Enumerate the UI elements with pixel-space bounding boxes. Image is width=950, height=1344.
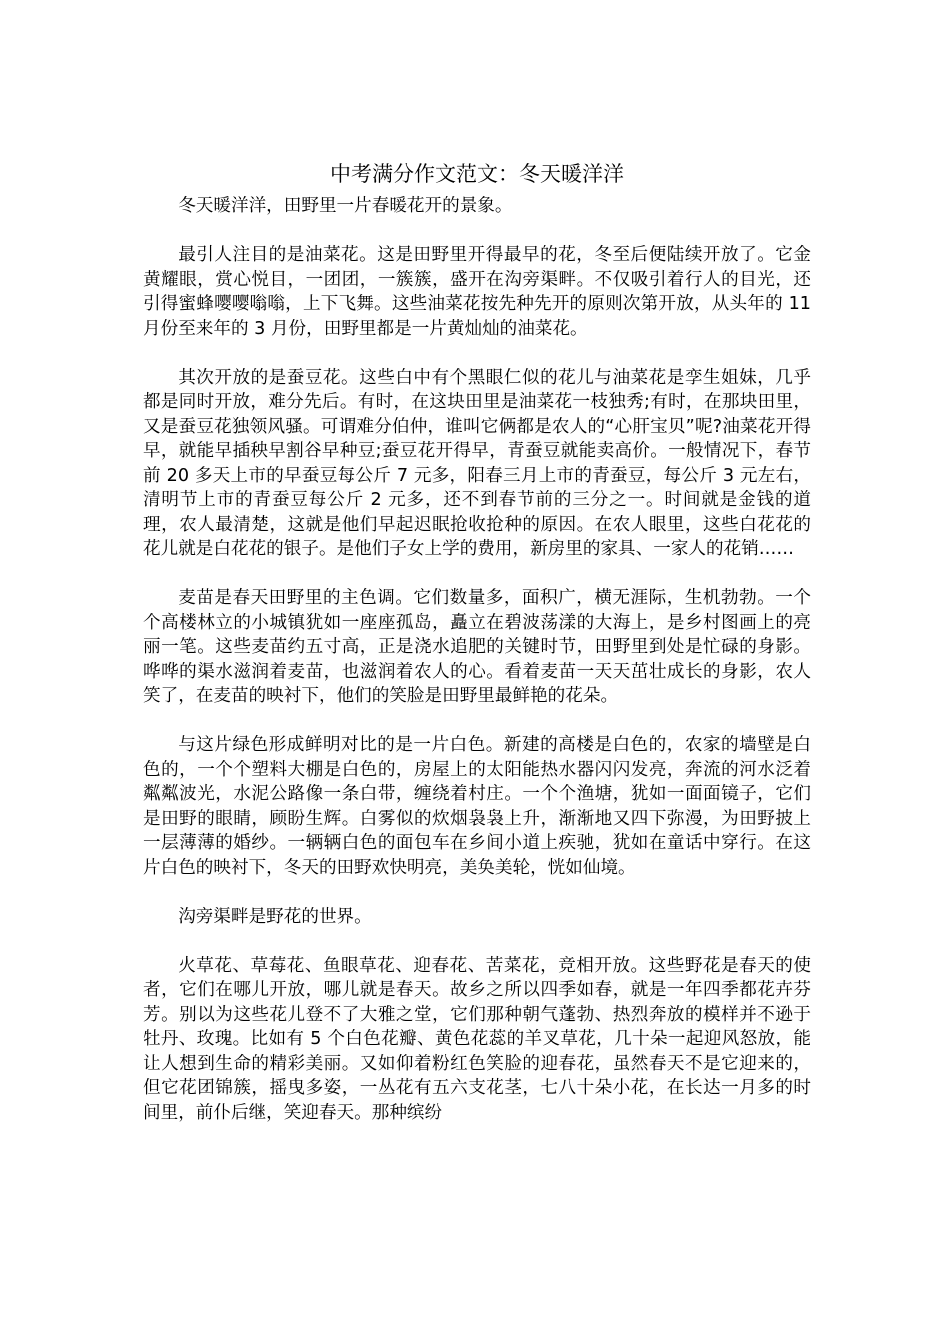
page-title: 中考满分作文范文：冬天暖洋洋: [330, 162, 624, 186]
paragraph: 其次开放的是蚕豆花。这些白中有个黑眼仁似的花儿与油菜花是孪生姐妹，几乎都是同时开放，难分先后。有时，在这块田里是油菜花一枝独秀;有时，在那块田里，又是蚕豆花独领风骚。可谓难分伯仲，谁叫它俩都是农人的“心肝宝贝”呢?油菜花开得早，就能早插秧早割谷早种豆;蚕豆花开得早，青蚕豆就能卖高价。一般情况下，春节前 20 多天上市的早蚕豆每公斤 7 元多，阳春三月上市的青蚕豆，每公斤 3 元左右，清明节上市的青蚕豆每公斤 2 元多，还不到春节前的三分之一。时间就是金钱的道理，农人最清楚，这就是他们早起迟眠抢收抢种的原因。在农人眼里，这些白花花的花儿就是白花花的银子。是他们子女上学的费用，新房里的家具、一家人的花销……: [143, 367, 811, 559]
paragraph-gap: [143, 709, 811, 734]
paragraph: 麦苗是春天田野里的主色调。它们数量多，面积广，横无涯际，生机勃勃。一个个高楼林立的小城镇犹如一座座孤岛，矗立在碧波荡漾的大海上，是乡村图画上的亮丽一笔。这些麦苗约五寸高，正是浇水追肥的关键时节，田野里到处是忙碌的身影。哗哗的渠水滋润着麦苗，也滋润着农人的心。看着麦苗一天天茁壮成长的身影，农人笑了，在麦苗的映衬下，他们的笑脸是田野里最鲜艳的花朵。: [143, 588, 811, 706]
paragraph-gap: [143, 219, 811, 244]
paragraph-gap: [143, 880, 811, 905]
paragraph: 最引人注目的是油菜花。这是田野里开得最早的花，冬至后便陆续开放了。它金黄耀眼，赏心悦目，一团团，一簇簇，盛开在沟旁渠畔。不仅吸引着行人的目光，还引得蜜蜂嘤嘤嗡嗡，上下飞舞。这些油菜花按先种先开的原则次第开放，从头年的 11 月份至来年的 3 月份，田野里都是一片黄灿灿的油菜花。: [143, 245, 811, 339]
paragraph-gap: [143, 341, 811, 366]
document-page: [143, 154, 811, 1125]
paragraph: 冬天暖洋洋，田野里一片春暖花开的景象。: [178, 196, 513, 216]
paragraph: 与这片绿色形成鲜明对比的是一片白色。新建的高楼是白色的，农家的墙壁是白色的，一个个塑料大棚是白色的，房屋上的太阳能热水器闪闪发亮，奔流的河水泛着粼粼波光，水泥公路像一条白带，缠绕着村庄。一个个渔塘，犹如一面面镜子，它们是田野的眼睛，顾盼生辉。白雾似的炊烟袅袅上升，渐渐地又四下弥漫，为田野披上一层薄薄的婚纱。一辆辆白色的面包车在乡间小道上疾驰，犹如在童话中穿行。在这片白色的映衬下，冬天的田野欢快明亮，美奂美轮，恍如仙境。: [143, 735, 811, 878]
paragraph: 火草花、草莓花、鱼眼草花、迎春花、苦菜花，竞相开放。这些野花是春天的使者，它们在哪儿开放，哪儿就是春天。故乡之所以四季如春，就是一年四季都花卉芬芳。别以为这些花儿登不了大雅之堂，它们那种朝气蓬勃、热烈奔放的模样并不逊于牡丹、玫瑰。比如有 5 个白色花瓣、黄色花蕊的羊叉草花，几十朵一起迎风怒放，能让人想到生命的精彩美丽。又如仰着粉红色笑脸的迎春花，虽然春天不是它迎来的，但它花团锦簇，摇曳多姿，一丛花有五六支花茎，七八十朵小花，在长达一月多的时间里，前仆后继，笑迎春天。那种缤纷: [143, 955, 811, 1123]
paragraph-gap: [143, 562, 811, 587]
paragraph: 沟旁渠畔是野花的世界。: [178, 906, 372, 927]
paragraph-gap: [143, 929, 811, 954]
